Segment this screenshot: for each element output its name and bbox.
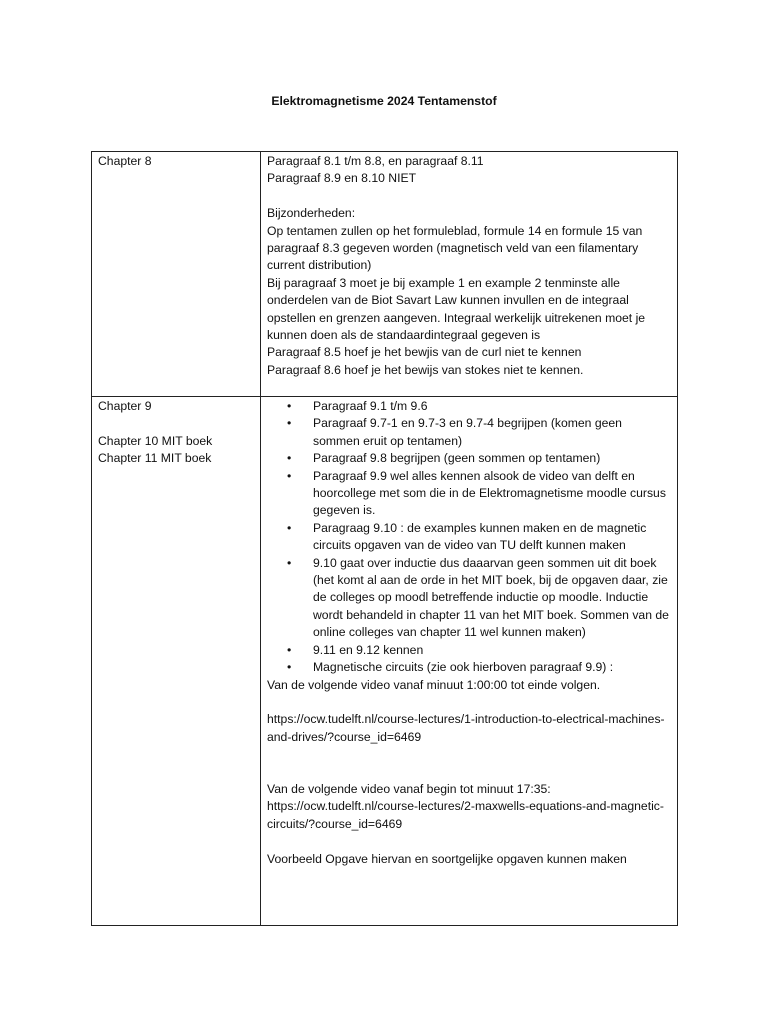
spacer	[267, 188, 671, 205]
list-item-text: Paragraaf 9.8 begrijpen (geen sommen op tentamen)	[313, 451, 601, 466]
list-item-text: 9.10 gaat over inductie dus daaarvan geen sommen uit dit boek (het komt al aan de orde in het MIT boek, bij de opgaven daar, zie de colleges op moodl betreffende inductie op moodle. Inductie wordt behandeld in chapter 11 van het MIT boek. Sommen van de online colleges van chapter 11 wel kunnen maken)	[313, 555, 669, 640]
spacer	[267, 764, 671, 781]
list-item	[287, 642, 671, 659]
list-item	[287, 555, 671, 642]
details-text: Paragraaf 8.6 hoef je het bewijs van stokes niet te kennen.	[267, 362, 584, 377]
bullet-icon: •	[287, 642, 292, 657]
chapter-cell	[92, 152, 261, 396]
details-heading: Bijzonderheden:	[267, 206, 356, 221]
spacer	[267, 833, 671, 850]
list-item	[287, 398, 671, 415]
description-cell	[261, 397, 677, 925]
content-table	[91, 151, 678, 926]
topic-list	[267, 398, 671, 677]
description-cell	[261, 152, 677, 396]
chapter-label: Chapter 11 MIT boek	[98, 451, 212, 466]
list-item-text: Magnetische circuits (zie ook hierboven paragraaf 9.9) :	[313, 660, 614, 675]
bullet-icon: •	[287, 416, 292, 431]
chapter-label: Chapter 10 MIT boek	[98, 433, 213, 448]
details-text: Op tentamen zullen op het formuleblad, formule 14 en formule 15 van paragraaf 8.3 gegeven worden (magnetisch veld van een filamentary current distribution)	[267, 223, 643, 273]
list-item-text: Paragraaf 9.1 t/m 9.6	[313, 399, 428, 413]
list-item-text: Paragraag 9.10 : de examples kunnen maken en de magnetic circuits opgaven van de video van TU delft kunnen maken	[313, 520, 647, 553]
bullet-icon: •	[287, 468, 292, 483]
bullet-icon: •	[287, 520, 292, 535]
bullet-icon: •	[287, 399, 292, 413]
bullet-icon: •	[287, 660, 292, 675]
list-item	[287, 520, 671, 555]
chapter-cell	[92, 397, 261, 925]
list-item-text: Paragraaf 9.7-1 en 9.7-3 en 9.7-4 begrijpen (komen geen sommen eruit op tentamen)	[313, 416, 622, 448]
spacer	[267, 746, 671, 763]
video-instruction: Van de volgende video vanaf minuut 1:00:00 tot einde volgen.	[267, 677, 601, 692]
bullet-icon: •	[287, 451, 292, 466]
details-text: Bij paragraaf 3 moet je bij example 1 en example 2 tenminste alle onderdelen van de Biot Savart Law kunnen invullen en de integraal opstellen en grenzen aangeven. Integraal werkelijk uitrekenen moet je kunnen doen als de standaardintegraal gegeven is	[267, 275, 646, 343]
video-link[interactable]: https://ocw.tudelft.nl/course-lectures/2-maxwells-equations-and-magnetic-circuits/?course_id=6469	[267, 799, 664, 831]
paragraph-line: Paragraaf 8.1 t/m 8.8, en paragraaf 8.11	[267, 154, 484, 168]
list-item-text: Paragraaf 9.9 wel alles kennen alsook de video van delft en hoorcollege met som die in de Elektromagnetisme moodle cursus gegeven is.	[313, 468, 666, 518]
list-item	[287, 450, 671, 467]
list-item-text: 9.11 en 9.12 kennen	[313, 642, 424, 657]
video-link[interactable]: https://ocw.tudelft.nl/course-lectures/1-introduction-to-electrical-machines-and-drives/?course_id=6469	[267, 712, 665, 744]
document-title: Elektromagnetisme 2024 Tentamenstof	[271, 94, 497, 108]
list-item	[287, 659, 671, 676]
example-text: Voorbeeld Opgave hiervan en soortgelijke opgaven kunnen maken	[267, 851, 627, 866]
spacer	[98, 415, 254, 432]
paragraph-line: Paragraaf 8.9 en 8.10 NIET	[267, 171, 417, 186]
chapter-label: Chapter 8	[98, 154, 152, 168]
spacer	[267, 694, 671, 711]
chapter-label: Chapter 9	[98, 399, 152, 413]
table-row	[92, 152, 677, 397]
list-item	[287, 468, 671, 520]
table-row	[92, 397, 677, 925]
list-item	[287, 415, 671, 450]
video-instruction: Van de volgende video vanaf begin tot minuut 17:35:	[267, 781, 551, 796]
details-text: Paragraaf 8.5 hoef je het bewjis van de curl niet te kennen	[267, 345, 582, 360]
bullet-icon: •	[287, 555, 292, 570]
